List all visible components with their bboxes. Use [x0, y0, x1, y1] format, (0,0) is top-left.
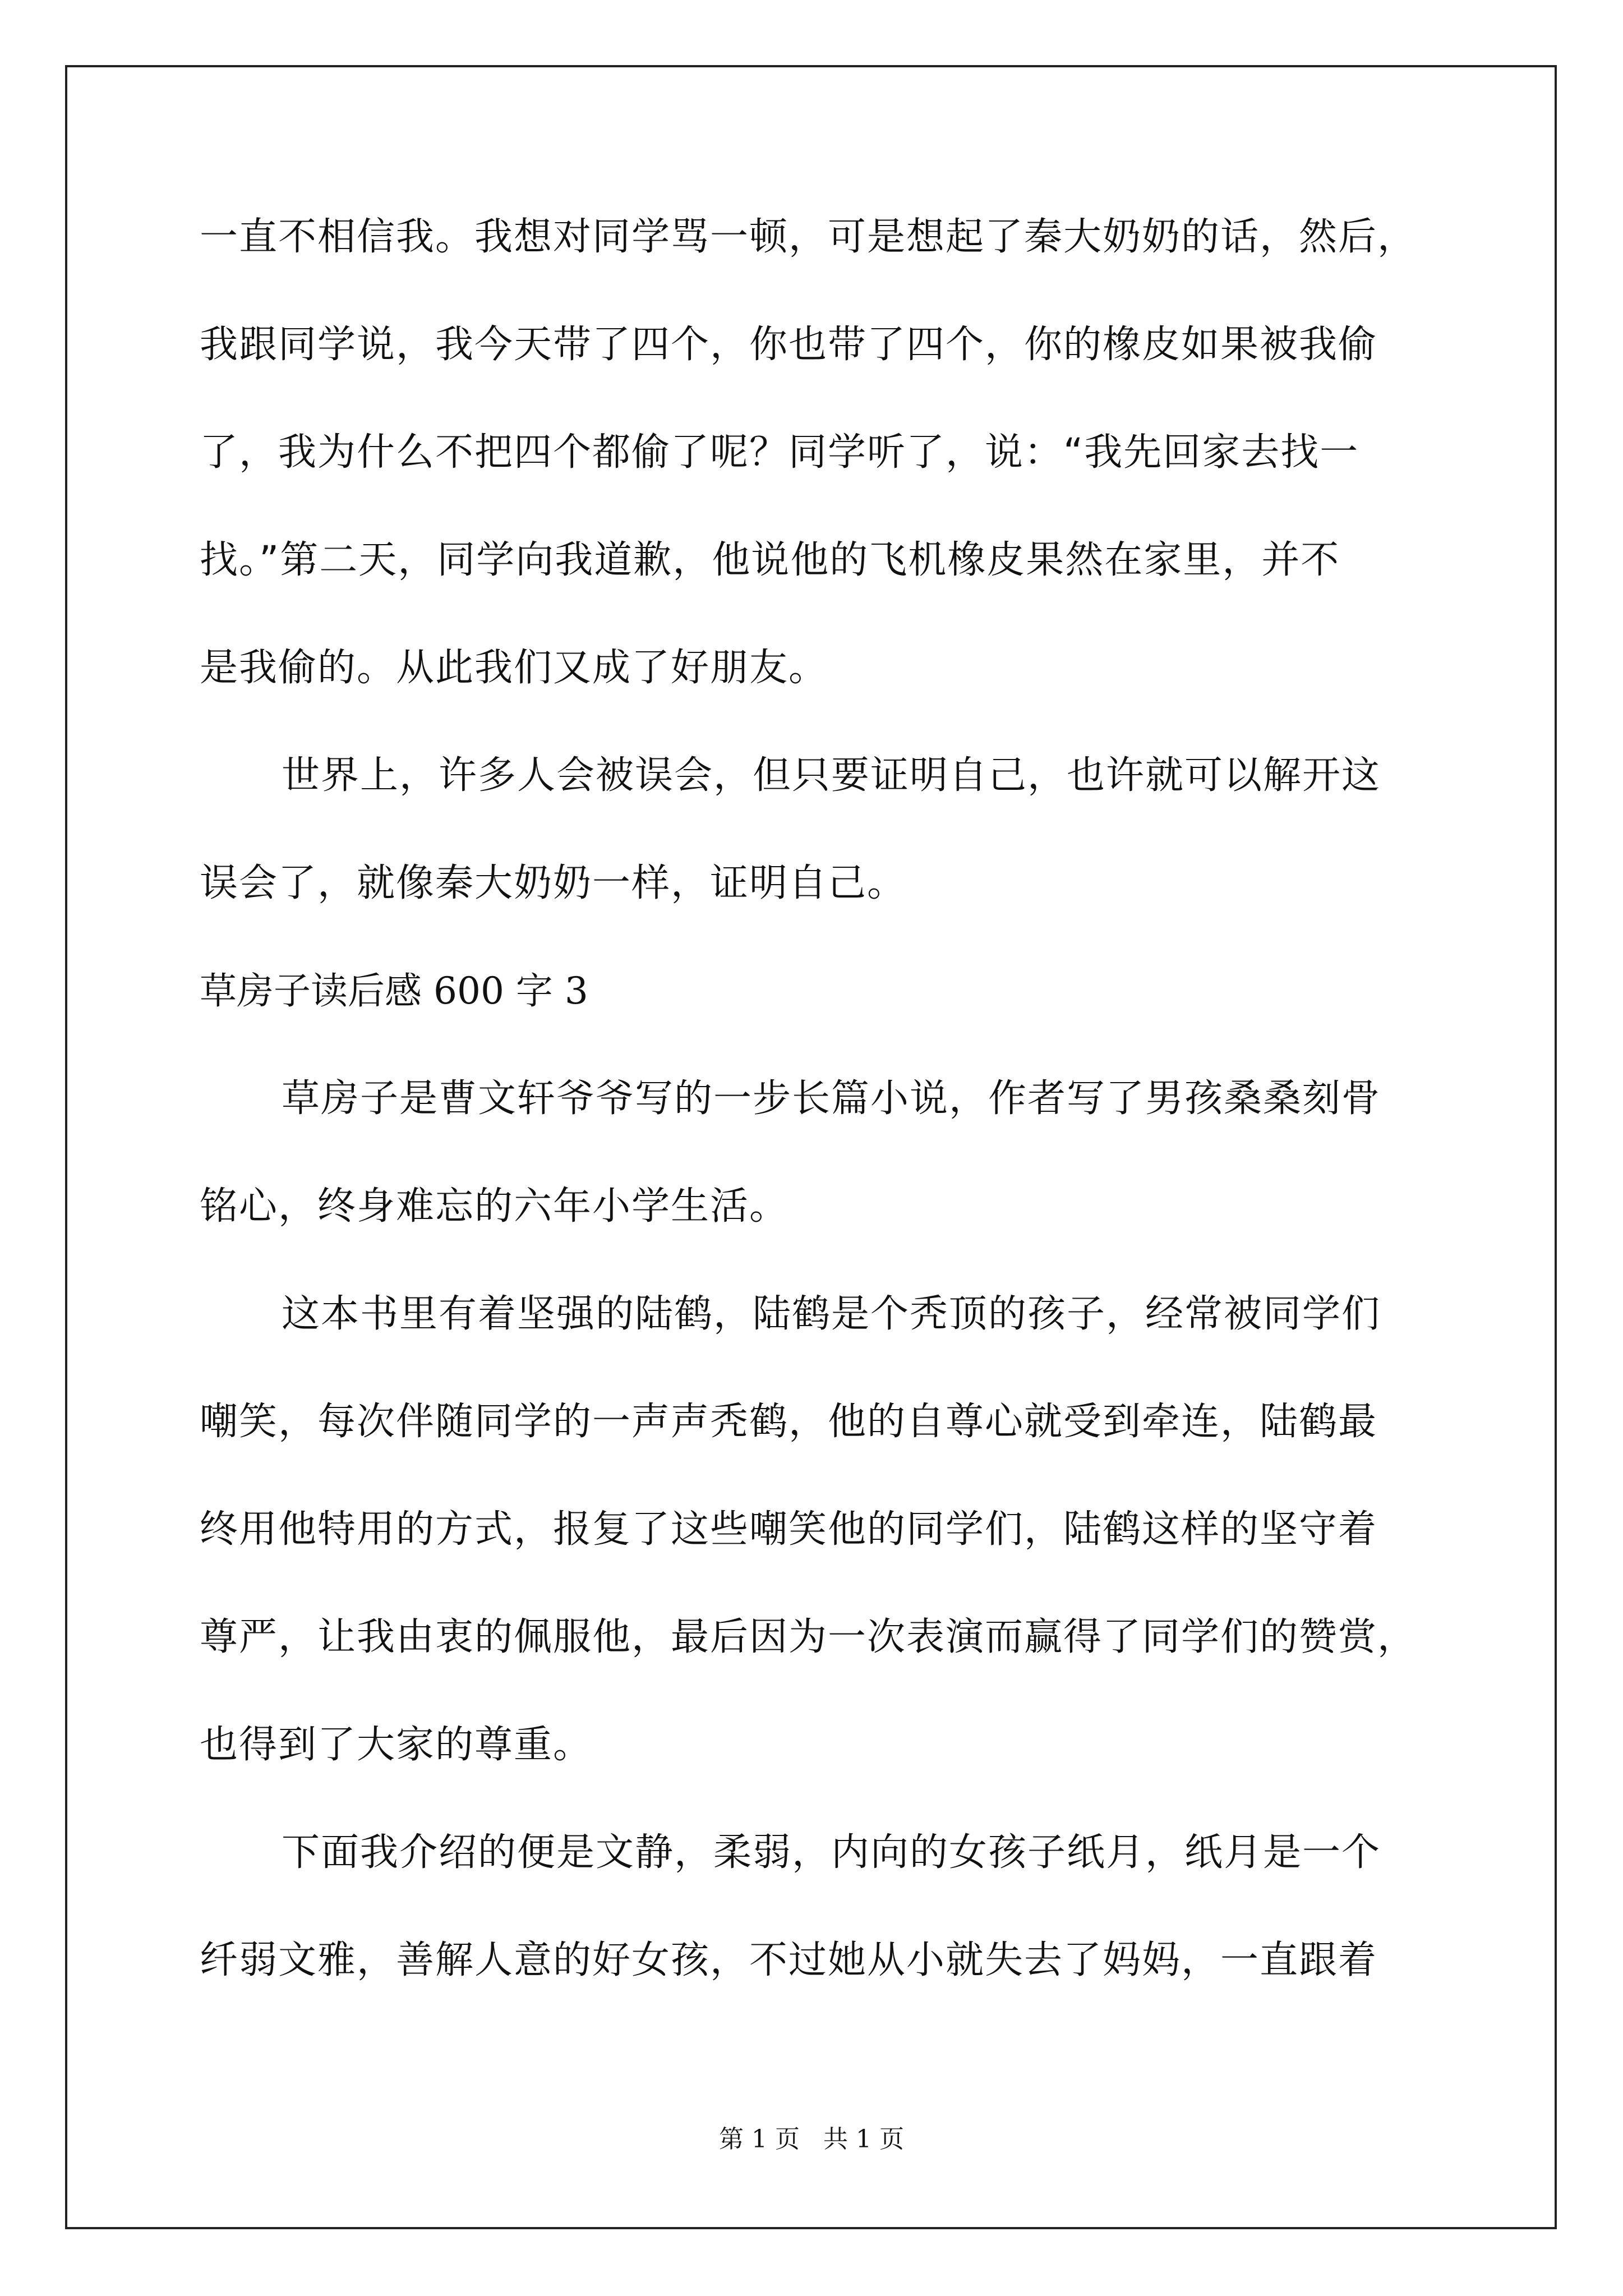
text-line: 也得到了大家的尊重。: [200, 1723, 593, 1767]
text-line: 误会了，就像秦大奶奶一样，证明自己。: [200, 861, 907, 905]
paragraph-start-line: 这本书里有着坚强的陆鹤，陆鹤是个秃顶的孩子，经常被同学们: [282, 1292, 1381, 1336]
page-footer: 第 1 页 共 1 页: [719, 2125, 904, 2154]
text-line: 了，我为什么不把四个都偷了呢？同学听了，说：“我先回家去找一: [200, 430, 1359, 475]
text-line: 嘲笑，每次伴随同学的一声声秃鹤，他的自尊心就受到牵连，陆鹤最: [200, 1400, 1378, 1444]
text-line: 尊严，让我由衷的佩服他，最后因为一次表演而赢得了同学们的赞赏，: [200, 1615, 1417, 1659]
section-heading: 草房子读后感 600 字 3: [200, 969, 588, 1013]
text-line: 纤弱文雅，善解人意的好女孩，不过她从小就失去了妈妈，一直跟着: [200, 1938, 1378, 1982]
text-line: 我跟同学说，我今天带了四个，你也带了四个，你的橡皮如果被我偷: [200, 323, 1378, 367]
text-line: 是我偷的。从此我们又成了好朋友。: [200, 646, 828, 690]
text-line: 找。”第二天，同学向我道歉，他说他的飞机橡皮果然在家里，并不: [200, 538, 1340, 582]
document-body: [200, 210, 1439, 2041]
paragraph-start-line: 世界上，许多人会被误会，但只要证明自己，也许就可以解开这: [282, 753, 1381, 798]
text-line: 铭心，终身难忘的六年小学生活。: [200, 1184, 789, 1228]
text-line: 终用他特用的方式，报复了这些嘲笑他的同学们，陆鹤这样的坚守着: [200, 1507, 1378, 1552]
text-line: 一直不相信我。我想对同学骂一顿，可是想起了秦大奶奶的话，然后，: [200, 215, 1417, 259]
paragraph-start-line: 草房子是曹文轩爷爷写的一步长篇小说，作者写了男孩桑桑刻骨: [282, 1076, 1381, 1121]
paragraph-start-line: 下面我介绍的便是文静，柔弱，内向的女孩子纸月，纸月是一个: [282, 1830, 1381, 1875]
